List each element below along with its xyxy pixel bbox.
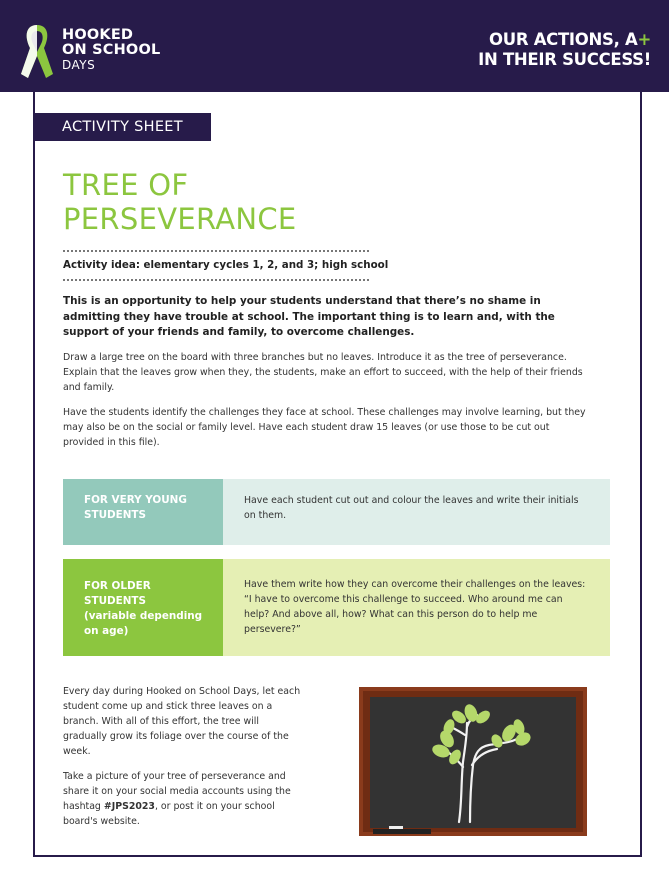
instructions-paragraph-2: Have the students identify the challenges they face at school. These challenges may involve learning, but they may also be on the social or family level. Have each student draw 15 leaves (or use those to be cut out provided in this file). xyxy=(63,407,586,448)
chalkboard-tree-illustration xyxy=(359,687,587,836)
older-students-label xyxy=(63,559,223,656)
older-students-label-sub: (variable depending on age) xyxy=(84,610,203,637)
young-students-box xyxy=(63,479,610,545)
slogan-line2: IN THEIR SUCCESS! xyxy=(478,50,651,69)
awareness-ribbon-icon xyxy=(18,22,56,80)
instructions-paragraph-1: Draw a large tree on the board with three branches but no leaves. Introduce it as the tree of perseverance. Explain that the leaves grow when they, the students, make an effort to succeed, with the help of their friends and family. xyxy=(63,352,583,393)
young-students-text: Have each student cut out and colour the leaves and write their initials on them. xyxy=(223,479,610,545)
page-title xyxy=(63,168,297,236)
bottom-paragraph-2 xyxy=(63,769,303,829)
dotted-divider-bottom xyxy=(63,279,369,281)
bottom2-post: , or post it on your school board's website. xyxy=(63,801,275,827)
bottom-paragraph-1: Every day during Hooked on School Days, let each student come up and stick three leaves on a branch. With all of this effort, the tree will gradually grow its foliage over the course of the week. xyxy=(63,686,301,757)
logo-line1: HOOKED xyxy=(62,27,134,43)
young-students-label: FOR VERY YOUNG STUDENTS xyxy=(63,479,223,545)
older-students-label-main: FOR OLDER STUDENTS xyxy=(84,580,151,607)
title-line1: TREE OF xyxy=(63,168,189,202)
dotted-divider-top xyxy=(63,250,369,252)
intro-text: This is an opportunity to help your students understand that there’s no shame in admitting they have trouble at school. The important thing is to learn and, with the support of your friends and family, to overcome challenges. xyxy=(63,295,555,338)
older-students-box xyxy=(63,559,610,656)
slogan xyxy=(478,30,651,70)
logo-line3: DAYS xyxy=(62,58,96,72)
logo-line2: ON SCHOOL xyxy=(62,42,161,58)
hashtag: #JPS2023 xyxy=(103,801,155,812)
header-banner xyxy=(0,0,669,92)
logo-wordmark xyxy=(62,28,160,73)
activity-sheet-tag: ACTIVITY SHEET xyxy=(33,113,211,141)
bottom2-pre: Take a picture of your tree of perseverance and share it on your social media accounts using the hashtag xyxy=(63,771,291,812)
slogan-plus: + xyxy=(637,30,651,49)
title-line2: PERSEVERANCE xyxy=(63,202,297,236)
slogan-line1: OUR ACTIONS, A xyxy=(489,30,638,49)
older-students-text: Have them write how they can overcome their challenges on the leaves: “I have to overcome this challenge to succeed. Who around me can help? And above all, how? What can this person do to help me persevere?” xyxy=(223,559,610,656)
activity-idea: Activity idea: elementary cycles 1, 2, and 3; high school xyxy=(63,259,389,271)
